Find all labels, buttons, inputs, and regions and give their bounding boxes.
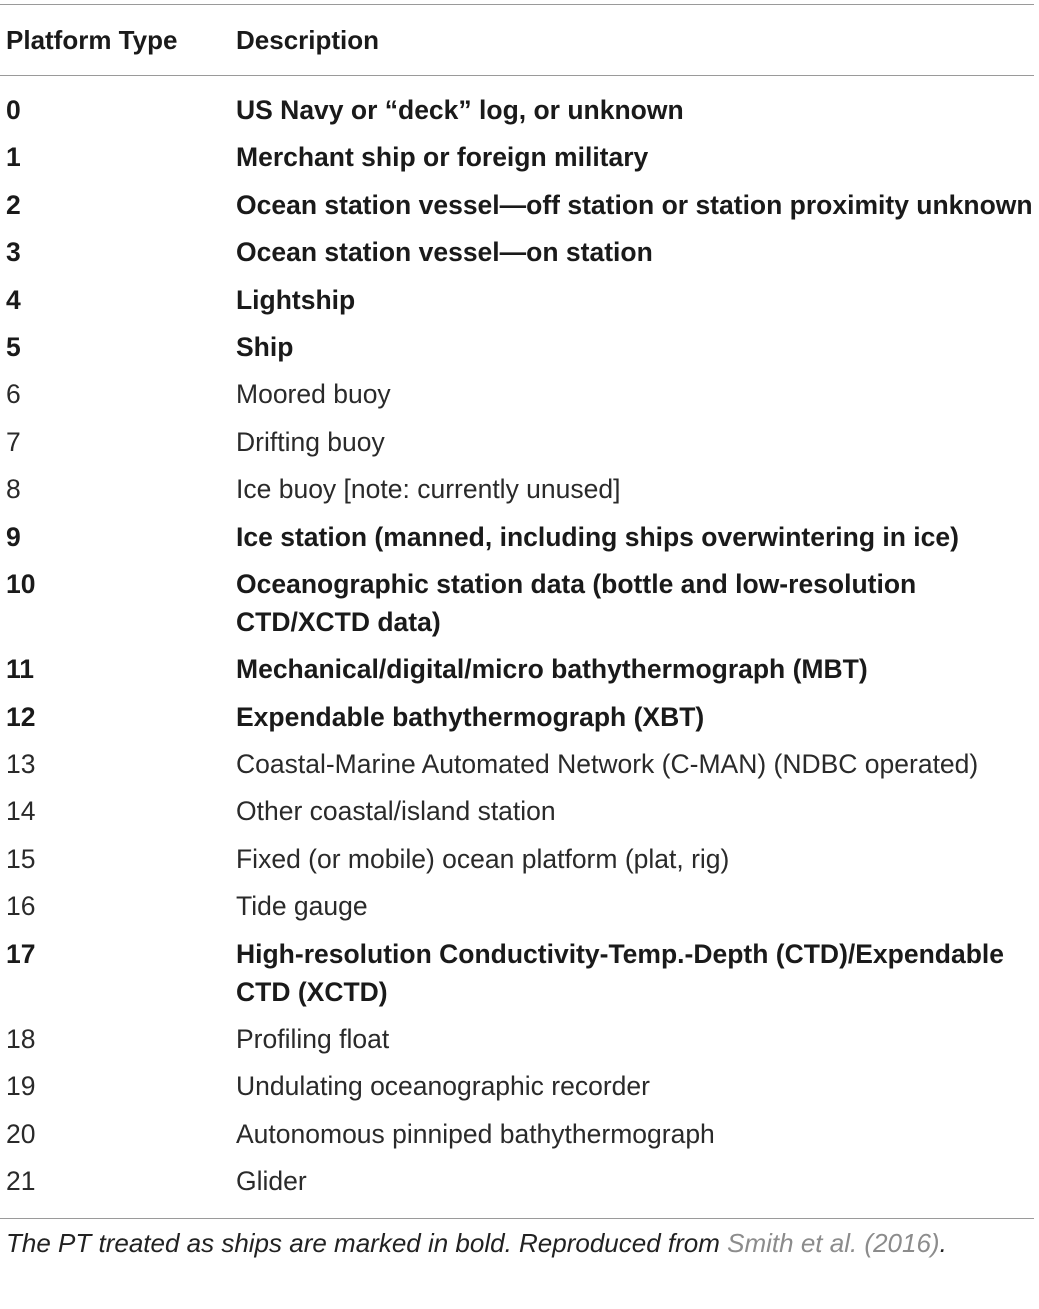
table-body <box>0 76 1034 1200</box>
table-row <box>0 840 1034 878</box>
header-platform-type: Platform Type <box>6 24 178 55</box>
description-cell: Expendable bathythermograph (XBT) <box>236 701 705 732</box>
description-cell: Autonomous pinniped bathythermograph <box>236 1118 715 1149</box>
platform-type-cell: 12 <box>6 701 36 732</box>
platform-type-cell: 18 <box>6 1024 36 1055</box>
platform-type-cell: 6 <box>6 379 21 410</box>
table-row <box>0 233 1034 271</box>
table-row <box>0 186 1034 224</box>
table-row <box>0 91 1034 129</box>
description-cell: Undulating oceanographic recorder <box>236 1071 650 1102</box>
table-row <box>0 375 1034 413</box>
platform-type-cell: 16 <box>6 891 36 922</box>
table-row <box>0 1067 1034 1105</box>
description-cell: Glider <box>236 1166 307 1197</box>
table-row <box>0 1162 1034 1200</box>
table-row <box>0 935 1034 1011</box>
description-cell: Ocean station vessel—on station <box>236 237 653 268</box>
platform-type-cell: 5 <box>6 331 21 362</box>
platform-type-cell: 9 <box>6 521 21 552</box>
description-cell: Tide gauge <box>236 891 368 922</box>
platform-type-cell: 13 <box>6 749 36 780</box>
platform-type-cell: 14 <box>6 796 36 827</box>
table-row <box>0 470 1034 508</box>
table-row <box>0 650 1034 688</box>
description-cell: US Navy or “deck” log, or unknown <box>236 95 684 125</box>
table-row <box>0 565 1034 641</box>
platform-type-cell: 20 <box>6 1118 36 1149</box>
description-cell: Merchant ship or foreign military <box>236 142 649 173</box>
platform-type-cell: 3 <box>6 237 21 268</box>
table-row <box>0 281 1034 319</box>
caption-reference-link[interactable]: Smith et al. (2016) <box>727 1227 940 1258</box>
table-row <box>0 887 1034 925</box>
description-cell: Ice station (manned, including ships overwintering in ice) <box>236 521 959 552</box>
table-row <box>0 698 1034 736</box>
platform-type-cell: 1 <box>6 142 21 173</box>
platform-type-cell: 2 <box>6 189 21 220</box>
description-cell: High-resolution Conductivity-Temp.-Depth (CTD)/Expendable CTD (XCTD) <box>236 938 1004 1007</box>
table-caption <box>0 1219 1034 1259</box>
table-row <box>0 1115 1034 1153</box>
table-row <box>0 138 1034 176</box>
description-cell: Oceanographic station data (bottle and low-resolution CTD/XCTD data) <box>236 568 917 637</box>
description-cell: Drifting buoy <box>236 426 385 457</box>
table-row <box>0 518 1034 556</box>
description-cell: Moored buoy <box>236 379 391 410</box>
table-row <box>0 745 1034 783</box>
table-header <box>0 5 1034 75</box>
caption-end: . <box>939 1227 947 1258</box>
platform-type-cell: 7 <box>6 426 21 457</box>
platform-type-cell: 8 <box>6 474 21 505</box>
platform-type-cell: 15 <box>6 843 36 874</box>
platform-type-cell: 19 <box>6 1071 36 1102</box>
header-description: Description <box>236 24 380 55</box>
description-cell: Other coastal/island station <box>236 796 556 827</box>
platform-type-cell: 17 <box>6 938 36 969</box>
platform-type-cell: 10 <box>6 568 36 599</box>
platform-type-cell: 11 <box>6 654 35 685</box>
description-cell: Coastal-Marine Automated Network (C-MAN) (NDBC operated) <box>236 749 979 780</box>
platform-type-cell: 21 <box>6 1166 36 1197</box>
table-row <box>0 328 1034 366</box>
description-cell: Profiling float <box>236 1024 390 1055</box>
description-cell: Ice buoy [note: currently unused] <box>236 474 621 505</box>
description-cell: Ocean station vessel—off station or station proximity unknown <box>236 189 1033 220</box>
table-row <box>0 1020 1034 1058</box>
description-cell: Lightship <box>236 284 356 315</box>
platform-type-cell: 4 <box>6 284 21 315</box>
platform-type-cell: 0 <box>6 95 21 125</box>
description-cell: Ship <box>236 331 294 362</box>
description-cell: Mechanical/digital/micro bathythermograph (MBT) <box>236 654 868 685</box>
description-cell: Fixed (or mobile) ocean platform (plat, rig) <box>236 843 730 874</box>
table-row <box>0 423 1034 461</box>
table-row <box>0 792 1034 830</box>
caption-text: The PT treated as ships are marked in bold. Reproduced from <box>6 1227 728 1258</box>
